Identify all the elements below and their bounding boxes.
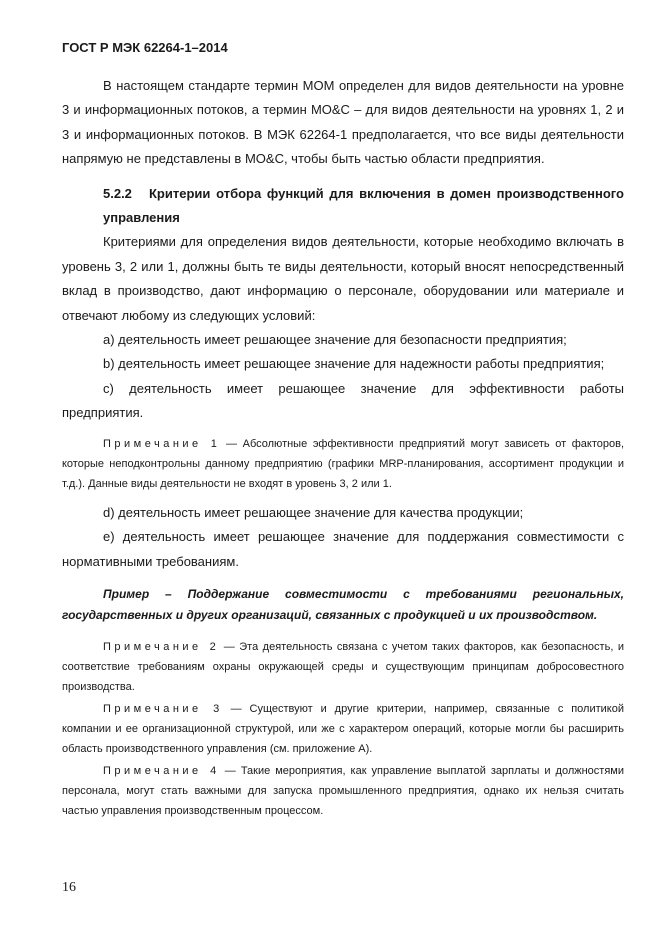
section-heading bbox=[62, 182, 624, 231]
note-3-label: Примечание 3 bbox=[103, 702, 223, 715]
note-1-text: — Абсолютные эффективности предприятий могут зависеть от факторов, которые неподконтрольны данному предприятию (графики MRP-планирования, ассортимент продукции и т.д.). Данные виды деятельности не входят в уровень 3, 2 или 1. bbox=[62, 437, 625, 490]
note-1 bbox=[62, 434, 624, 494]
note-2-label: Примечание 2 bbox=[103, 640, 220, 653]
note-4 bbox=[62, 761, 624, 821]
list-item-d: d) деятельность имеет решающее значение для качества продукции; bbox=[103, 504, 524, 520]
list-item-a: а) деятельность имеет решающее значение для безопасности предприятия; bbox=[103, 332, 567, 348]
list-item-c: с) деятельность имеет решающее значение для эффективности работы предприятия. bbox=[62, 380, 624, 421]
list-item-b: b) деятельность имеет решающее значение для надежности работы предприятия; bbox=[103, 356, 605, 372]
note-3 bbox=[62, 699, 624, 759]
list-item-e: е) деятельность имеет решающее значение для поддержания совместимости с нормативными требованиям. bbox=[62, 529, 624, 569]
note-2 bbox=[62, 637, 624, 697]
note-2-text: — Эта деятельность связана с учетом таких факторов, как безопасность, и соответствие требованиям охраны окружающей среды и существующим принципам добросовестного производства. bbox=[62, 640, 625, 693]
example-text: Пример – Поддержание совместимости с требованиями региональных, государственных и других организаций, связанных с продукцией и их производством. bbox=[62, 586, 624, 623]
section-title: Критерии отбора функций для включения в домен производственного управления bbox=[103, 185, 624, 226]
page-content bbox=[62, 74, 624, 821]
note-1-label: Примечание 1 bbox=[103, 437, 221, 450]
page-number: 16 bbox=[62, 880, 76, 895]
note-4-text: — Такие мероприятия, как управление выплатой зарплаты и должностями персонала, могут стать важными для запуска промышленного предприятия, однако их нельзя считать частью управления производственным процессом. bbox=[62, 764, 624, 817]
section-number: 5.2.2 bbox=[103, 185, 132, 201]
document-header: ГОСТ Р МЭК 62264-1–2014 bbox=[62, 40, 228, 55]
note-4-label: Примечание 4 bbox=[103, 764, 220, 777]
note-3-text: — Существуют и другие критерии, например, связанные с политикой компании и ее организационной структурой, или же с характером операций, которые могли бы расширить область производственного управления (см. приложение А). bbox=[62, 702, 625, 755]
paragraph-intro: В настоящем стандарте термин МОМ определен для видов деятельности на уровне 3 и информационных потоков, а термин МО&С – для видов деятельности на уровнях 1, 2 и 3 и информационных потоков. В МЭК 62264-1 предполагается, что все виды деятельности напрямую не представлены в МО&С, чтобы быть частью области предприятия. bbox=[62, 78, 624, 167]
paragraph-criteria: Критериями для определения видов деятельности, которые необходимо включать в уровень 3, 2 или 1, должны быть те виды деятельности, который вносят непосредственный вклад в производство, дают информацию о персонале, оборудовании или материале и отвечают любому из следующих условий: bbox=[62, 234, 624, 323]
